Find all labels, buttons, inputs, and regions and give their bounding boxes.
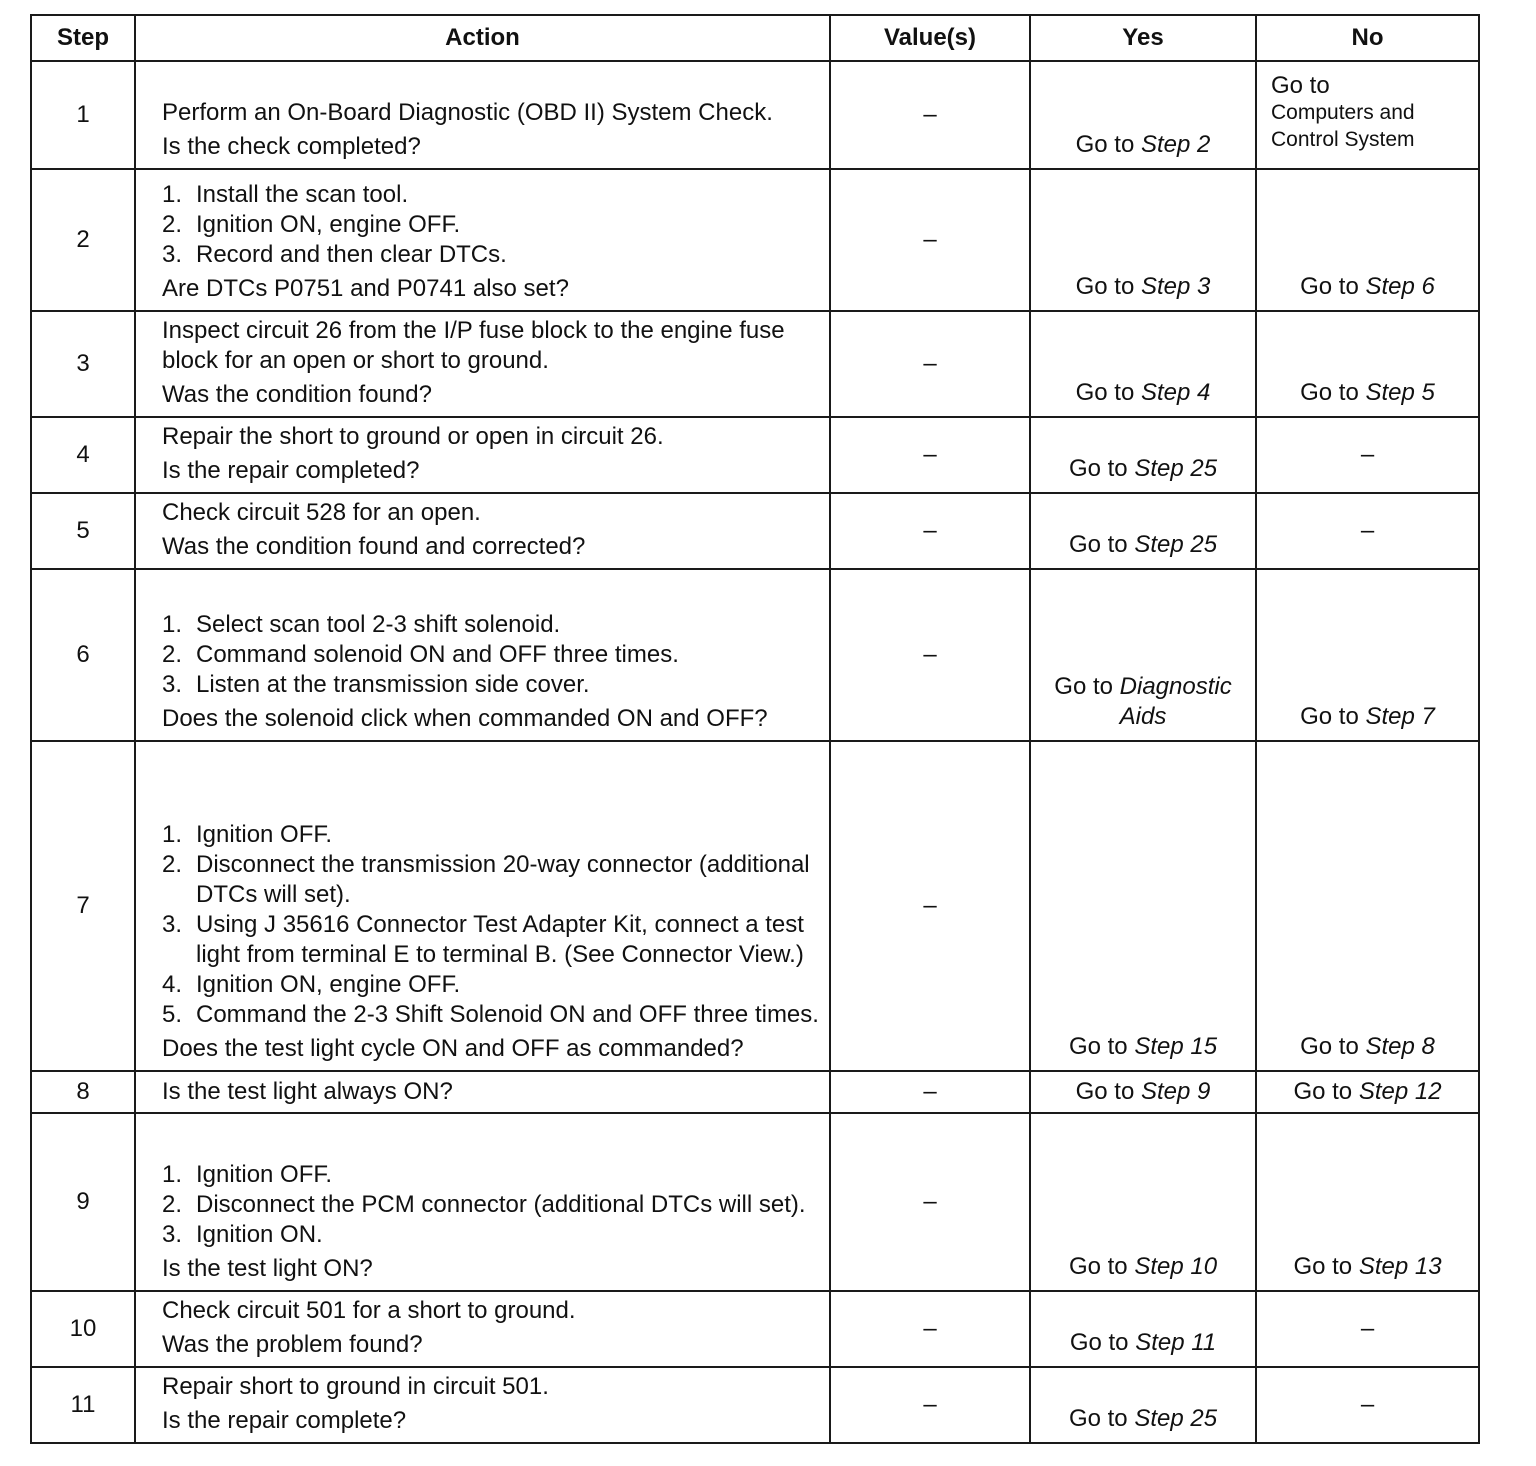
table-row xyxy=(31,1291,1479,1367)
action-step-item xyxy=(162,1000,821,1030)
step-number: 6 xyxy=(31,569,135,741)
action-step-item xyxy=(162,1220,821,1250)
yes-step-reference[interactable]: Step 11 xyxy=(1135,1329,1217,1356)
value-cell: – xyxy=(830,1367,1030,1443)
step-number: 7 xyxy=(31,741,135,1071)
step-number: 11 xyxy=(31,1367,135,1443)
action-cell xyxy=(135,169,830,311)
action-question: Was the problem found? xyxy=(162,1331,423,1358)
action-step-text: Ignition ON, engine OFF. xyxy=(196,211,461,238)
action-step-item xyxy=(162,670,821,700)
action-step-text: Ignition ON. xyxy=(196,1221,323,1248)
no-step-reference[interactable]: Step 12 xyxy=(1358,1078,1442,1105)
yes-cell xyxy=(1030,1291,1256,1367)
no-step-reference[interactable]: Step 6 xyxy=(1365,273,1435,300)
no-cell xyxy=(1256,61,1479,169)
action-step-text: Using J 35616 Connector Test Adapter Kit, connect a test light from terminal E to terminal B. (See Connector View.) xyxy=(196,911,804,968)
yes-cell xyxy=(1030,493,1256,569)
action-question: Is the test light ON? xyxy=(162,1255,373,1282)
no-step-reference[interactable]: Step 7 xyxy=(1365,703,1435,730)
header-values: Value(s) xyxy=(830,15,1030,61)
value-cell: – xyxy=(830,741,1030,1071)
yes-cell xyxy=(1030,741,1256,1071)
action-step-number: 3. xyxy=(162,1221,183,1248)
step-number: 9 xyxy=(31,1113,135,1291)
value-cell: – xyxy=(830,311,1030,417)
yes-go-to-prefix: Go to xyxy=(1068,1405,1135,1432)
no-go-to-prefix: Go to xyxy=(1293,1078,1359,1105)
action-step-item xyxy=(162,820,821,850)
action-step-text: Command the 2-3 Shift Solenoid ON and OFF three times. xyxy=(196,1001,819,1028)
action-question: Does the solenoid click when commanded ON and OFF? xyxy=(162,705,768,732)
table-row xyxy=(31,1367,1479,1443)
yes-step-reference[interactable]: Step 10 xyxy=(1134,1253,1218,1280)
diagnostic-table-sheet xyxy=(30,14,1478,1444)
yes-go-to-prefix: Go to xyxy=(1075,131,1141,158)
no-go-to-prefix: Go to xyxy=(1293,1253,1359,1280)
no-reference-line[interactable]: Computers and xyxy=(1271,101,1415,124)
action-step-text: Ignition OFF. xyxy=(196,821,333,848)
action-cell xyxy=(135,1367,830,1443)
yes-go-to-prefix: Go to xyxy=(1068,455,1135,482)
table-row xyxy=(31,311,1479,417)
step-number: 8 xyxy=(31,1071,135,1113)
no-cell xyxy=(1256,569,1479,741)
no-cell xyxy=(1256,1113,1479,1291)
yes-step-reference[interactable]: Step 25 xyxy=(1134,1405,1218,1432)
action-step-text: Listen at the transmission side cover. xyxy=(196,671,590,698)
yes-cell xyxy=(1030,1113,1256,1291)
table-row xyxy=(31,1113,1479,1291)
action-text: Check circuit 528 for an open. xyxy=(162,499,481,526)
action-step-number: 2. xyxy=(162,851,183,878)
no-go-to-prefix: Go to xyxy=(1300,1033,1366,1060)
no-cell xyxy=(1256,169,1479,311)
action-steps-list xyxy=(162,820,821,1030)
yes-step-reference[interactable]: Step 15 xyxy=(1134,1033,1218,1060)
action-text: Check circuit 501 for a short to ground. xyxy=(162,1297,576,1324)
action-question: Does the test light cycle ON and OFF as commanded? xyxy=(162,1035,744,1062)
no-cell: – xyxy=(1256,417,1479,493)
action-step-text: Disconnect the transmission 20-way connector (additional DTCs will set). xyxy=(196,851,810,908)
table-body xyxy=(31,61,1479,1443)
action-step-item xyxy=(162,1190,821,1220)
no-reference-line[interactable]: Control System xyxy=(1271,128,1415,151)
diagnostic-table xyxy=(30,14,1480,1444)
value-cell: – xyxy=(830,1291,1030,1367)
action-step-item xyxy=(162,240,821,270)
step-number: 1 xyxy=(31,61,135,169)
action-question: Is the repair completed? xyxy=(162,457,420,484)
yes-go-to-prefix: Go to xyxy=(1075,1078,1141,1105)
yes-go-to-prefix: Go to xyxy=(1075,273,1141,300)
yes-step-reference[interactable]: Diagnostic Aids xyxy=(1119,673,1232,730)
action-step-number: 2. xyxy=(162,211,183,238)
value-cell: – xyxy=(830,61,1030,169)
step-number: 5 xyxy=(31,493,135,569)
action-text: Repair short to ground in circuit 501. xyxy=(162,1373,549,1400)
no-go-to-prefix: Go to xyxy=(1300,273,1366,300)
action-cell xyxy=(135,417,830,493)
action-step-item xyxy=(162,180,821,210)
yes-go-to-prefix: Go to xyxy=(1069,1329,1136,1356)
table-row xyxy=(31,569,1479,741)
action-step-number: 1. xyxy=(162,611,183,638)
action-steps-list xyxy=(162,1160,821,1250)
action-steps-list xyxy=(162,180,821,270)
action-question: Was the condition found? xyxy=(162,381,432,408)
action-step-text: Record and then clear DTCs. xyxy=(196,241,507,268)
value-cell: – xyxy=(830,1071,1030,1113)
no-go-to-prefix: Go to xyxy=(1300,379,1366,406)
no-cell: – xyxy=(1256,1367,1479,1443)
table-row xyxy=(31,417,1479,493)
action-step-text: Disconnect the PCM connector (additional DTCs will set). xyxy=(196,1191,806,1218)
action-step-text: Ignition OFF. xyxy=(196,1161,333,1188)
no-cell: – xyxy=(1256,1291,1479,1367)
step-number: 2 xyxy=(31,169,135,311)
no-cell xyxy=(1256,1071,1479,1113)
action-step-text: Ignition ON, engine OFF. xyxy=(196,971,461,998)
yes-step-reference[interactable]: Step 3 xyxy=(1140,273,1211,300)
action-step-item xyxy=(162,1160,821,1190)
action-step-item xyxy=(162,970,821,1000)
action-text: Perform an On-Board Diagnostic (OBD II) System Check. xyxy=(162,99,773,126)
value-cell: – xyxy=(830,169,1030,311)
yes-step-reference[interactable]: Step 25 xyxy=(1134,531,1218,558)
action-question: Was the condition found and corrected? xyxy=(162,533,586,560)
action-question: Are DTCs P0751 and P0741 also set? xyxy=(162,275,569,302)
step-number: 4 xyxy=(31,417,135,493)
action-cell xyxy=(135,1071,830,1113)
action-text: Inspect circuit 26 from the I/P fuse block to the engine fuse block for an open or short to ground. xyxy=(162,317,785,374)
value-cell: – xyxy=(830,569,1030,741)
yes-cell xyxy=(1030,1071,1256,1113)
value-cell: – xyxy=(830,417,1030,493)
header-step: Step xyxy=(31,15,135,61)
action-text: Repair the short to ground or open in circuit 26. xyxy=(162,423,664,450)
action-step-number: 3. xyxy=(162,241,183,268)
no-cell: – xyxy=(1256,493,1479,569)
action-cell xyxy=(135,311,830,417)
yes-cell xyxy=(1030,569,1256,741)
action-step-text: Install the scan tool. xyxy=(196,181,409,208)
header-yes: Yes xyxy=(1030,15,1256,61)
yes-cell xyxy=(1030,61,1256,169)
action-step-number: 1. xyxy=(162,821,183,848)
action-cell xyxy=(135,1291,830,1367)
action-step-number: 1. xyxy=(162,1161,183,1188)
no-go-to-prefix: Go to xyxy=(1271,72,1330,99)
action-step-number: 4. xyxy=(162,971,183,998)
yes-cell xyxy=(1030,311,1256,417)
action-step-number: 1. xyxy=(162,181,183,208)
header-no: No xyxy=(1256,15,1479,61)
yes-go-to-prefix: Go to xyxy=(1068,531,1135,558)
action-step-item xyxy=(162,850,821,910)
action-step-item xyxy=(162,910,821,970)
action-steps-list xyxy=(162,610,821,700)
yes-cell xyxy=(1030,1367,1256,1443)
yes-go-to-prefix: Go to xyxy=(1068,1253,1135,1280)
yes-go-to-prefix: Go to xyxy=(1054,673,1120,700)
action-step-number: 2. xyxy=(162,641,183,668)
yes-step-reference[interactable]: Step 4 xyxy=(1140,379,1211,406)
action-step-item xyxy=(162,640,821,670)
no-cell xyxy=(1256,311,1479,417)
table-row xyxy=(31,741,1479,1071)
header-action: Action xyxy=(135,15,830,61)
step-number: 3 xyxy=(31,311,135,417)
action-step-text: Command solenoid ON and OFF three times. xyxy=(196,641,679,668)
table-row xyxy=(31,169,1479,311)
action-step-number: 5. xyxy=(162,1001,183,1028)
no-step-reference[interactable]: Step 8 xyxy=(1365,1033,1435,1060)
yes-go-to-prefix: Go to xyxy=(1068,1033,1135,1060)
header-row xyxy=(31,15,1479,61)
value-cell: – xyxy=(830,1113,1030,1291)
action-cell xyxy=(135,569,830,741)
no-step-reference[interactable]: Step 13 xyxy=(1358,1253,1442,1280)
action-step-item xyxy=(162,610,821,640)
yes-step-reference[interactable]: Step 2 xyxy=(1140,131,1211,158)
value-cell: – xyxy=(830,493,1030,569)
action-step-number: 3. xyxy=(162,671,183,698)
yes-go-to-prefix: Go to xyxy=(1075,379,1141,406)
no-go-to-prefix: Go to xyxy=(1300,703,1366,730)
action-question: Is the check completed? xyxy=(162,133,421,160)
yes-step-reference[interactable]: Step 25 xyxy=(1134,455,1218,482)
action-text: Is the test light always ON? xyxy=(162,1078,453,1105)
step-number: 10 xyxy=(31,1291,135,1367)
action-cell xyxy=(135,1113,830,1291)
action-step-number: 3. xyxy=(162,911,183,938)
no-step-reference[interactable]: Step 5 xyxy=(1365,379,1435,406)
action-question: Is the repair complete? xyxy=(162,1407,407,1434)
yes-cell xyxy=(1030,169,1256,311)
yes-cell xyxy=(1030,417,1256,493)
table-row xyxy=(31,1071,1479,1113)
action-step-number: 2. xyxy=(162,1191,183,1218)
action-step-item xyxy=(162,210,821,240)
action-cell xyxy=(135,493,830,569)
table-row xyxy=(31,493,1479,569)
action-step-text: Select scan tool 2-3 shift solenoid. xyxy=(196,611,561,638)
yes-step-reference[interactable]: Step 9 xyxy=(1140,1078,1211,1105)
action-cell xyxy=(135,61,830,169)
action-cell xyxy=(135,741,830,1071)
table-row xyxy=(31,61,1479,169)
no-cell xyxy=(1256,741,1479,1071)
